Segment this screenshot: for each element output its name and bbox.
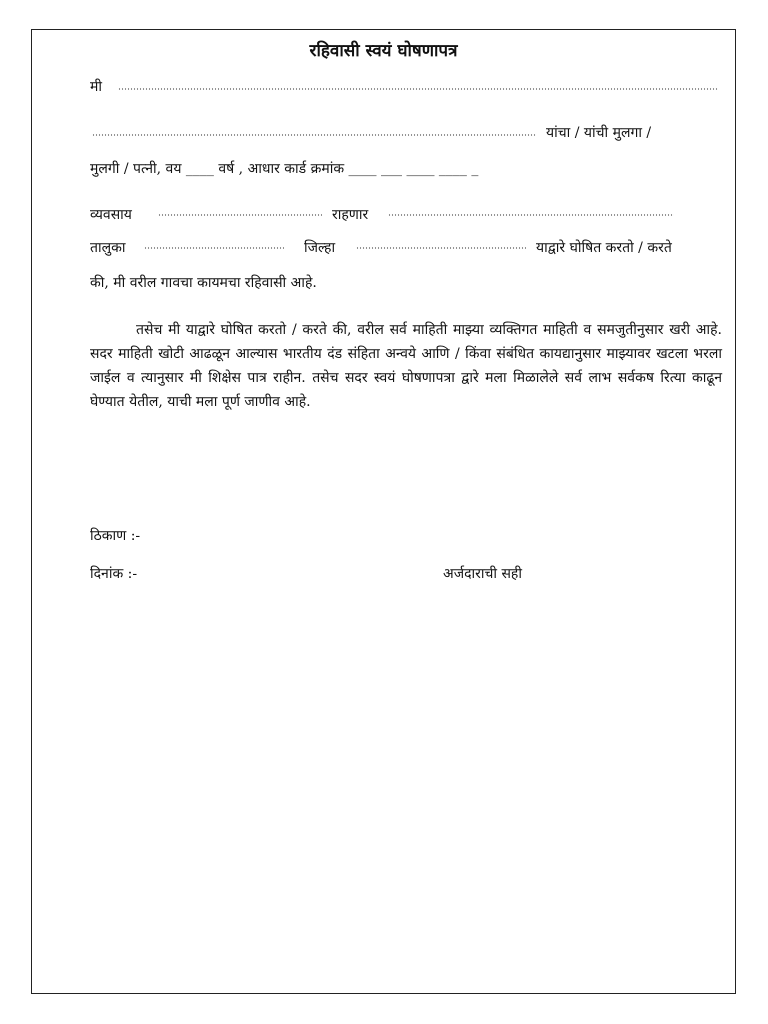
district-blank[interactable] [356,247,526,249]
taluka-blank[interactable] [144,247,284,249]
name-label: मी [90,79,102,95]
declaration-paragraph [90,318,722,414]
declare-text: याद्वारे घोषित करतो / करते [536,240,672,256]
parent-name-blank[interactable] [92,134,536,136]
place-label: ठिकाण :- [90,528,141,544]
signature-label: अर्जदाराची सही [443,566,522,582]
age-aadhaar-line: मुलगी / पत्नी, वय ____ वर्ष , आधार कार्ड क्रमांक ____ ___ ____ ____ _ [90,161,479,177]
document-title: रहिवासी स्वयं घोषणापत्र [309,41,458,61]
occupation-blank[interactable] [158,214,322,216]
date-label: दिनांक :- [90,566,138,582]
name-blank[interactable] [118,88,718,90]
occupation-label: व्यवसाय [90,207,132,223]
resident-statement: की, मी वरील गावचा कायमचा रहिवासी आहे. [90,275,317,291]
relation-text: यांचा / यांची मुलगा / [546,125,652,141]
district-label: जिल्हा [304,240,336,256]
taluka-label: तालुका [90,240,126,256]
declaration-text: तसेच मी याद्वारे घोषित करतो / करते की, वरील सर्व माहिती माझ्या व्यक्तिगत माहिती व समजुतीनुसार खरी आहे. सदर माहिती खोटी आढळून आल्यास भारतीय दंड संहिता अन्वये आणि / किंवा संबंधित कायद्यानुसार माझ्यावर खटला भरला जाईल व त्यानुसार मी शिक्षेस पात्र राहीन. तसेच सदर स्वयं घोषणापत्रा द्वारे मला मिळालेले सर्व लाभ सर्वकष रित्या काढून घेण्यात येतील, याची मला पूर्ण जाणीव आहे. [90,322,722,410]
resident-label: राहणार [332,207,369,223]
resident-blank[interactable] [388,214,674,216]
